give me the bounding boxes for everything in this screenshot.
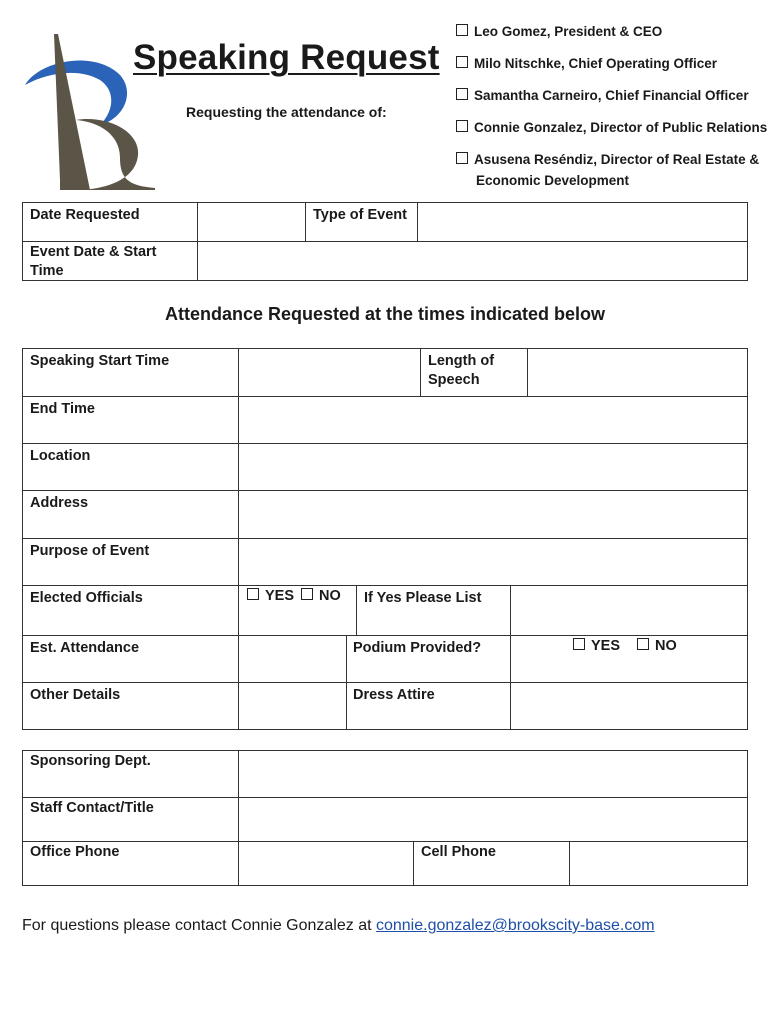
end-time-field[interactable] <box>238 396 748 444</box>
date-requested-field[interactable] <box>197 202 306 242</box>
attendee-option[interactable] <box>456 86 749 106</box>
speaking-start-label: Speaking Start Time <box>30 353 170 369</box>
other-details-label-cell <box>22 682 239 730</box>
attendee-option[interactable] <box>456 150 759 170</box>
dress-attire-field[interactable] <box>510 682 748 730</box>
attendee-option[interactable] <box>456 54 717 74</box>
event-date-field[interactable] <box>197 241 748 281</box>
if-yes-label-cell <box>356 585 511 636</box>
type-of-event-label: Type of Event <box>313 207 407 223</box>
est-attendance-field[interactable] <box>238 635 347 683</box>
other-details-label: Other Details <box>30 687 121 703</box>
length-label-cell <box>420 348 528 397</box>
elected-officials-choice-cell <box>238 585 357 636</box>
type-of-event-label-cell <box>305 202 418 242</box>
section-title: Attendance Requested at the times indicated below <box>164 304 606 324</box>
yes-label: YES <box>591 638 621 654</box>
staff-contact-label: Staff Contact/Title <box>30 800 154 816</box>
podium-label-cell <box>346 635 511 683</box>
event-date-label-line2: Time <box>30 263 64 279</box>
page-title: Speaking Request <box>133 38 440 77</box>
attendee-label: Connie Gonzalez, Director of Public Relations <box>474 120 768 135</box>
attendee-label: Asusena Reséndiz, Director of Real Estate & <box>474 152 760 167</box>
sponsoring-dept-label: Sponsoring Dept. <box>30 753 151 769</box>
checkbox[interactable] <box>247 588 259 600</box>
staff-contact-field[interactable] <box>238 797 748 842</box>
logo-bowl <box>76 119 155 190</box>
elected-no-option[interactable] <box>301 588 341 604</box>
end-time-label-cell <box>22 396 239 444</box>
purpose-label-cell <box>22 538 239 586</box>
if-yes-label: If Yes Please List <box>364 590 482 606</box>
yes-label: YES <box>265 588 295 604</box>
address-label-cell <box>22 490 239 539</box>
other-details-field[interactable] <box>238 682 347 730</box>
purpose-label: Purpose of Event <box>30 543 150 559</box>
checkbox[interactable] <box>456 120 468 132</box>
est-attendance-label-cell <box>22 635 239 683</box>
length-field[interactable] <box>527 348 748 397</box>
date-requested-label: Date Requested <box>30 207 140 223</box>
cell-phone-field[interactable] <box>569 841 748 886</box>
podium-choice-cell <box>510 635 748 683</box>
podium-label: Podium Provided? <box>353 640 482 656</box>
staff-contact-label-cell <box>22 797 239 842</box>
checkbox[interactable] <box>456 24 468 36</box>
contact-email-link[interactable]: connie.gonzalez@brookscity-base.com <box>375 917 655 934</box>
checkbox[interactable] <box>456 56 468 68</box>
requesting-label: Requesting the attendance of: <box>186 104 387 120</box>
date-requested-label-cell <box>22 202 198 242</box>
podium-yes-option[interactable] <box>573 638 620 654</box>
cell-phone-label-cell <box>413 841 570 886</box>
attendee-label: Milo Nitschke, Chief Operating Officer <box>474 56 718 71</box>
attendee-option[interactable] <box>456 118 767 138</box>
attendee-option[interactable] <box>456 22 662 42</box>
elected-officials-label: Elected Officials <box>30 590 143 606</box>
office-phone-label-cell <box>22 841 239 886</box>
no-label: NO <box>655 638 677 654</box>
elected-yes-option[interactable] <box>247 588 294 604</box>
type-of-event-field[interactable] <box>417 202 748 242</box>
end-time-label: End Time <box>30 401 95 417</box>
dress-attire-label-cell <box>346 682 511 730</box>
dress-attire-label: Dress Attire <box>353 687 435 703</box>
checkbox[interactable] <box>301 588 313 600</box>
footer-text: For questions please contact Connie Gonzalez at <box>22 917 376 934</box>
attendee-label: Leo Gomez, President & CEO <box>474 24 663 39</box>
logo-stem <box>54 34 90 190</box>
est-attendance-label: Est. Attendance <box>30 640 140 656</box>
length-label-line2: Speech <box>428 372 480 388</box>
event-date-label-line1: Event Date & Start <box>30 244 157 260</box>
logo-blue-swoosh <box>25 61 127 125</box>
address-field[interactable] <box>238 490 748 539</box>
checkbox[interactable] <box>456 88 468 100</box>
location-label-cell <box>22 443 239 491</box>
purpose-field[interactable] <box>238 538 748 586</box>
attendee-label: Samantha Carneiro, Chief Financial Officer <box>474 88 749 103</box>
speaking-start-label-cell <box>22 348 239 397</box>
attendee-label-line2: Economic Development <box>476 173 630 188</box>
sponsoring-dept-field[interactable] <box>238 750 748 798</box>
event-date-label-cell <box>22 241 198 281</box>
elected-officials-label-cell <box>22 585 239 636</box>
office-phone-label: Office Phone <box>30 844 120 860</box>
address-label: Address <box>30 495 89 511</box>
speaking-start-field[interactable] <box>238 348 421 397</box>
checkbox[interactable] <box>637 638 649 650</box>
cell-phone-label: Cell Phone <box>421 844 496 860</box>
location-field[interactable] <box>238 443 748 491</box>
footer-contact <box>22 917 655 935</box>
if-yes-field[interactable] <box>510 585 748 636</box>
checkbox[interactable] <box>456 152 468 164</box>
office-phone-field[interactable] <box>238 841 414 886</box>
podium-no-option[interactable] <box>637 638 677 654</box>
no-label: NO <box>319 588 341 604</box>
sponsoring-dept-label-cell <box>22 750 239 798</box>
location-label: Location <box>30 448 91 464</box>
checkbox[interactable] <box>573 638 585 650</box>
length-label-line1: Length of <box>428 353 495 369</box>
